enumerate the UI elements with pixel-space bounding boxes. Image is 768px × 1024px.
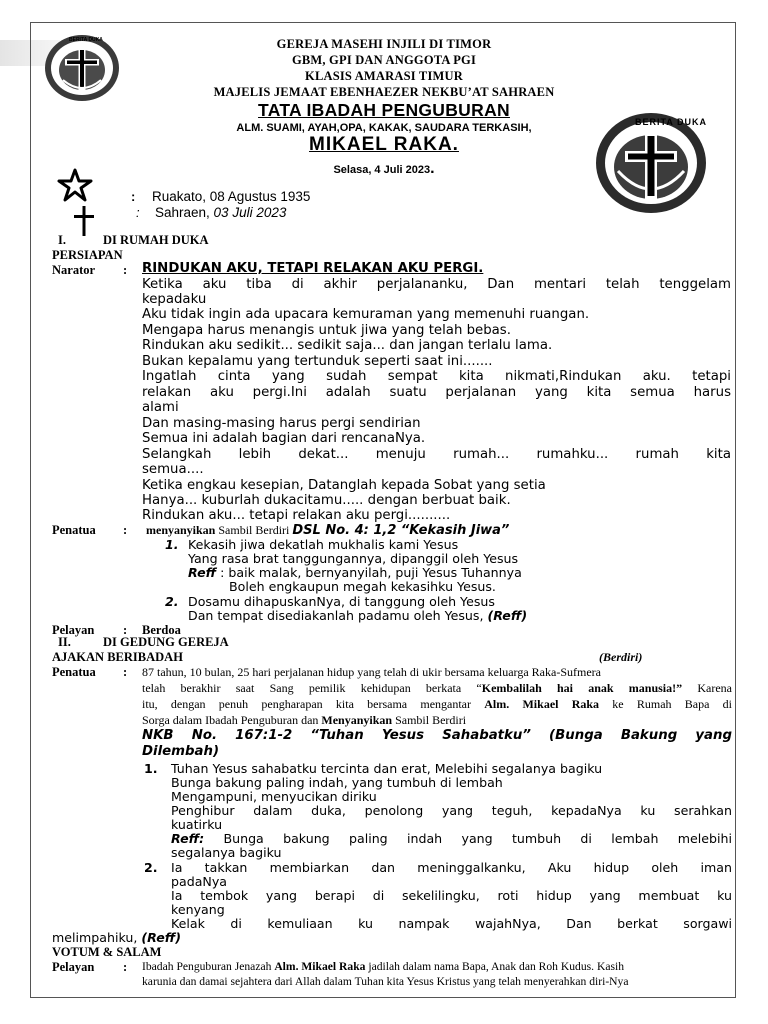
narator-label: Narator	[52, 263, 96, 277]
poem-line: alami	[142, 400, 179, 415]
poem-line: Selangkah lebih dekat... menuju rumah... rumahku... rumah kita	[142, 447, 731, 462]
invitation-text: itu, dengan penuh pengharapan kita bersama mengantar	[142, 697, 485, 711]
poem-line: Rindukan aku... tetapi relakan aku pergi..........	[142, 508, 451, 523]
pelayan-colon: :	[123, 960, 128, 974]
invitation-line	[142, 697, 732, 712]
pelayan-label: Pelayan	[52, 960, 95, 974]
penatua-label: Penatua	[52, 523, 96, 537]
invitation-line	[142, 713, 466, 728]
song2-verse2-number: 2.	[144, 860, 158, 875]
song2-verse2-line: Kelak di kemuliaan ku nampak wajahNya, Dan berkat sorgawi	[171, 916, 732, 931]
invitation-quote: Kembalilah hai anak manusia!”	[481, 681, 683, 695]
reff-label: Reff	[188, 565, 217, 580]
song2-verse1-line: kuatirku	[171, 817, 223, 832]
poem-line: kepadaku	[142, 292, 207, 307]
penatua-label: Penatua	[52, 665, 96, 679]
votum-text: jadilah dalam nama Bapa, Anak dan Roh Kudus. Kasih	[365, 960, 625, 973]
song1-instruction	[146, 523, 509, 538]
poem-line: Semua ini adalah bagian dari rencanaNya.	[142, 431, 426, 446]
death-date: 03 Juli 2023	[213, 205, 287, 220]
cross-icon	[71, 205, 97, 237]
section2-title: DI GEDUNG GEREJA	[103, 635, 229, 649]
invitation-text: Sorga dalam Ibadah Penguburan dan	[142, 713, 322, 727]
song2-verse1-line: Penghibur dalam duka, penolong yang teguh, kepadaNya ku serahkan	[171, 803, 732, 818]
reff-line	[188, 565, 522, 580]
deceased-name: MIKAEL RAKA.	[309, 134, 459, 155]
berdiri-note: (Berdiri)	[599, 650, 643, 664]
song2-verse2-line: Ia takkan membiarkan dan meninggalkanku, Aku hidup oleh iman	[171, 860, 732, 875]
pelayan-label: Pelayan	[52, 623, 95, 637]
invitation-text: ke Rumah Bapa di	[599, 697, 732, 711]
church-affiliation: GBM, GPI DAN ANGGOTA PGI	[291, 53, 477, 67]
persiapan-heading: PERSIAPAN	[52, 248, 123, 262]
classis-name: KLASIS AMARASI TIMUR	[305, 69, 463, 83]
verse2-number: 2.	[165, 594, 179, 609]
song1-title: DSL No. 4: 1,2 “Kekasih Jiwa”	[292, 523, 510, 538]
verse1-number: 1.	[165, 537, 179, 552]
section2-number: II.	[58, 635, 71, 649]
poem-line: Dan masing-masing harus pergi sendirian	[142, 416, 421, 431]
death-place: Sahraen,	[155, 205, 214, 220]
song2-verse2-line: padaNya	[171, 874, 228, 889]
votum-line: karunia dan damai sejahtera dari Allah dalam Tuhan kita Yesus Kristus yang telah menyerahkan diri-Nya	[142, 975, 629, 988]
document-subtitle: ALM. SUAMI, AYAH,OPA, KAKAK, SAUDARA TERKASIH,	[236, 122, 532, 134]
verse1-line: Yang rasa brat tanggungannya, dipanggil oleh Yesus	[188, 551, 519, 566]
song2-verse2-text: melimpahiku,	[52, 930, 142, 945]
song2-verse1-line: Mengampuni, menyucikan diriku	[171, 789, 377, 804]
poem-line: Aku tidak ingin ada upacara kemuraman yang memenuhi ruangan.	[142, 307, 590, 322]
verse2-line	[188, 608, 527, 623]
song2-reff-label: Reff:	[171, 831, 205, 846]
invitation-sing: Menyanyikan	[321, 713, 393, 727]
invitation-text: Sambil Berdiri	[392, 713, 467, 727]
sing-word: menyanyikan	[146, 523, 216, 537]
church-name: GEREJA MASEHI INJILI DI TIMOR	[276, 37, 492, 51]
poem-line: relakan aku pergi.Ini adalah suatu perjalanan yang kita semua harus	[142, 385, 731, 400]
death-colon: :	[136, 205, 140, 220]
poem-line: semua....	[142, 462, 204, 477]
song2-title-cont: Dilembah)	[142, 744, 220, 759]
star-icon	[57, 168, 93, 202]
sing-posture: Sambil Berdiri	[218, 523, 290, 537]
penatua-colon: :	[123, 665, 128, 679]
votum-line	[142, 960, 624, 973]
reff-text: : baik malak, bernyanyilah, puji Yesus Tuhannya	[216, 565, 522, 580]
poem-line: Rindukan aku sedikit... sedikit saja... dan jangan terlalu lama.	[142, 338, 553, 353]
document-page	[30, 22, 736, 998]
song2-verse2-reff: (Reff)	[141, 930, 181, 945]
song2-reff-line: segalanya bagiku	[171, 845, 282, 860]
document-title: TATA IBADAH PENGUBURAN	[258, 100, 510, 120]
song2-verse1-number: 1.	[144, 761, 158, 776]
song2-reff-text: Bunga bakung paling indah yang tumbuh di lembah melebihi	[204, 831, 732, 846]
birth-info: Ruakato, 08 Agustus 1935	[152, 189, 311, 204]
pelayan-prayer: Berdoa	[142, 623, 181, 637]
votum-heading: VOTUM & SALAM	[52, 945, 162, 959]
right-logo-text: BERITA DUKA	[635, 117, 707, 127]
service-date	[31, 160, 736, 178]
invitation-line: 87 tahun, 10 bulan, 25 hari perjalanan hidup yang telah di ukir bersama keluarga Raka-Sufmera	[142, 665, 601, 679]
poem-line: Hanya... kuburlah dukacitamu..... dengan berbuat baik.	[142, 493, 511, 508]
verse2-text: Dan tempat disediakanlah padamu oleh Yesus,	[188, 608, 488, 623]
song2-verse2-line: kenyang	[171, 902, 225, 917]
invitation-deceased: Alm. Mikael Raka	[484, 697, 600, 711]
narator-colon: :	[123, 263, 128, 277]
verse2-line: Dosamu dihapuskanNya, di tanggung oleh Yesus	[188, 594, 495, 609]
song2-verse2-line: Ia tembok yang berapi di sekelilingku, roti hidup yang membuat ku	[171, 888, 732, 903]
verse1-line: Kekasih jiwa dekatlah mukhalis kami Yesus	[188, 537, 459, 552]
birth-colon: :	[131, 189, 136, 204]
invitation-line	[142, 681, 732, 696]
poem-line: Ketika aku tiba di akhir perjalananku, Dan mentari telah tenggelam	[142, 277, 731, 292]
poem-line: Ingatlah cinta yang sudah sempat kita nikmati,Rindukan aku. tetapi	[142, 369, 731, 384]
poem-line: Mengapa harus menangis untuk jiwa yang telah bebas.	[142, 323, 511, 338]
left-logo-text: BERITA DUKA	[69, 37, 103, 43]
service-date-dot: .	[430, 160, 435, 177]
song2-verse2-line	[52, 930, 181, 945]
verse2-reff: (Reff)	[487, 608, 528, 623]
congregation-name: MAJELIS JEMAAT EBENHAEZER NEKBU’AT SAHRAEN	[213, 85, 555, 99]
poem-line: Ketika engkau kesepian, Datanglah kepada Sobat yang setia	[142, 478, 546, 493]
invitation-text: telah berakhir saat Sang pemilik kehidupan berkata “	[142, 681, 482, 695]
reff-line: Boleh engkaupun megah kekasihku Yesus.	[229, 579, 496, 594]
section1-title: DI RUMAH DUKA	[103, 233, 209, 247]
section1-number: I.	[58, 233, 66, 247]
service-date-text: Selasa, 4 Juli 2023	[333, 164, 431, 176]
song2-title: NKB No. 167:1-2 “Tuhan Yesus Sahabatku” (Bunga Bakung yang	[142, 728, 732, 743]
death-info	[155, 205, 286, 220]
invitation-text: Karena	[682, 681, 732, 695]
poem-title: RINDUKAN AKU, TETAPI RELAKAN AKU PERGI.	[142, 261, 484, 276]
penatua-colon: :	[123, 523, 128, 537]
song2-verse1-line: Bunga bakung paling indah, yang tumbuh di lembah	[171, 775, 503, 790]
ajakan-heading: AJAKAN BERIBADAH	[52, 650, 183, 664]
pelayan-colon: :	[123, 623, 128, 637]
votum-deceased: Alm. Mikael Raka	[274, 960, 366, 973]
song2-verse1-line: Tuhan Yesus sahabatku tercinta dan erat, Melebihi segalanya bagiku	[171, 761, 603, 776]
poem-line: Bukan kepalamu yang tertunduk seperti saat ini.......	[142, 354, 493, 369]
song2-reff-line	[171, 831, 732, 846]
votum-text: Ibadah Penguburan Jenazah	[142, 960, 275, 973]
